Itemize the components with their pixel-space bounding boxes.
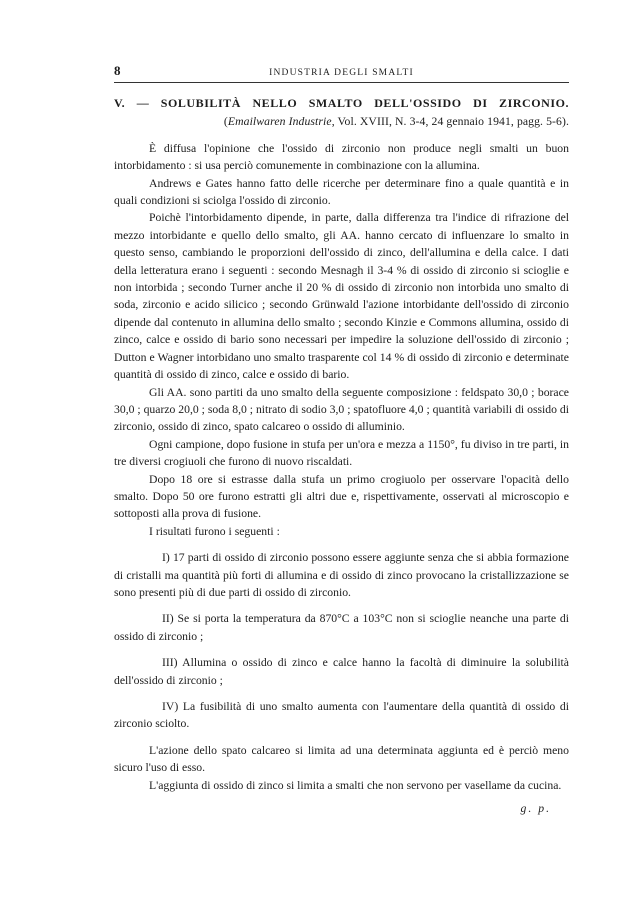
paragraph: Andrews e Gates hanno fatto delle ricerche per determinare fino a quale quantità e in quali condizioni si sciolga l'ossido di zirconio. bbox=[114, 176, 569, 208]
article-body bbox=[114, 140, 569, 818]
source-journal: Emailwaren Industrie bbox=[227, 115, 332, 129]
result-item: III) Allumina o ossido di zinco e calce hanno la facoltà di diminuire la solubilità dell'ossido di zirconio ; bbox=[114, 656, 569, 687]
paragraph: Gli AA. sono partiti da uno smalto della seguente composizione : feldspato 30,0 ; borace 30,0 ; quarzo 20,0 ; soda 8,0 ; nitrato di sodio 3,0 ; spatofluore 4,0 ; quantità variabili di ossido di zirconio, ossido di zinco, spato calcareo o ossido di alluminio. bbox=[114, 385, 569, 434]
article-title: V. — SOLUBILITÀ NELLO SMALTO DELL'OSSIDO DI ZIRCONIO. bbox=[114, 96, 569, 110]
closing-paragraph: L'azione dello spato calcareo si limita ad una determinata aggiunta ed è perciò meno sicuro l'uso di esso. bbox=[114, 743, 569, 775]
source-details: , Vol. XVIII, N. 3-4, 24 gennaio 1941, pagg. 5-6). bbox=[331, 115, 569, 129]
running-header bbox=[114, 62, 569, 83]
document-page bbox=[114, 62, 569, 817]
closing-paragraph: L'aggiunta di ossido di zinco si limita a smalti che non servono per vasellame da cucina. bbox=[149, 778, 562, 792]
paragraph: Dopo 18 ore si estrasse dalla stufa un primo crogiuolo per osservare l'opacità dello smalto. Dopo 50 ore furono estratti gli altri due e, rispettivamente, osservati al microscopio e sottoposti alla prova di fusione. bbox=[114, 472, 569, 521]
journal-title: INDUSTRIA DEGLI SMALTI bbox=[269, 68, 414, 78]
author-initials: g. p. bbox=[520, 802, 551, 816]
result-item: IV) La fusibilità di uno smalto aumenta con l'aumentare della quantità di ossido di zirconio sciolto. bbox=[114, 700, 569, 731]
paragraph: Poichè l'intorbidamento dipende, in parte, dalla differenza tra l'indice di rifrazione del mezzo intorbidante e quello dello smalto, gli AA. hanno cercato di influenzare lo smalto in questo senso, cambiando le proporzioni dell'ossido di zinco, dell'allumina e della calce. I dati della letteratura erano i seguenti : secondo Mesnagh il 3-4 % di ossido di zirconio si scioglie e non intorbida ; secondo Turner anche il 20 % di ossido di zirconio non intorbida uno smalto di soda, zirconio e acido silicico ; secondo Grünwald l'azione intorbidante dell'ossido di zirconio dipende dal contenuto in allumina dello smalto ; secondo Kinzie e Commons allumina, ossido di zinco, calce e ossido di bario sono necessari per impedire la soluzione dell'ossido di zirconio ; Dutton e Wagner intorbidano uno smalto trasparente col 14 % di ossido di zirconio e determinate quantità di ossido di zinco, calce e ossido di bario. bbox=[114, 211, 569, 382]
result-item: II) Se si porta la temperatura da 870°C a 103°C non si scioglie neanche una parte di ossido di zirconio ; bbox=[114, 612, 569, 643]
article-source bbox=[114, 113, 569, 130]
paragraph: I risultati furono i seguenti : bbox=[149, 524, 280, 538]
page-number: 8 bbox=[114, 63, 121, 78]
source-open-paren: ( bbox=[223, 115, 228, 129]
paragraph: È diffusa l'opinione che l'ossido di zirconio non produce negli smalti un buon intorbidamento : si usa perciò comunemente in combinazione con la allumina. bbox=[114, 141, 569, 173]
result-item: I) 17 parti di ossido di zirconio possono essere aggiunte senza che si abbia formazione di cristalli ma quantità più forti di allumina e di ossido di zinco provocano la cristallizzazione se sono presenti più di due parti di ossido di zirconio. bbox=[114, 551, 569, 599]
paragraph: Ogni campione, dopo fusione in stufa per un'ora e mezza a 1150°, fu diviso in tre parti, in tre diversi crogiuoli che furono di nuovo riscaldati. bbox=[114, 437, 569, 469]
